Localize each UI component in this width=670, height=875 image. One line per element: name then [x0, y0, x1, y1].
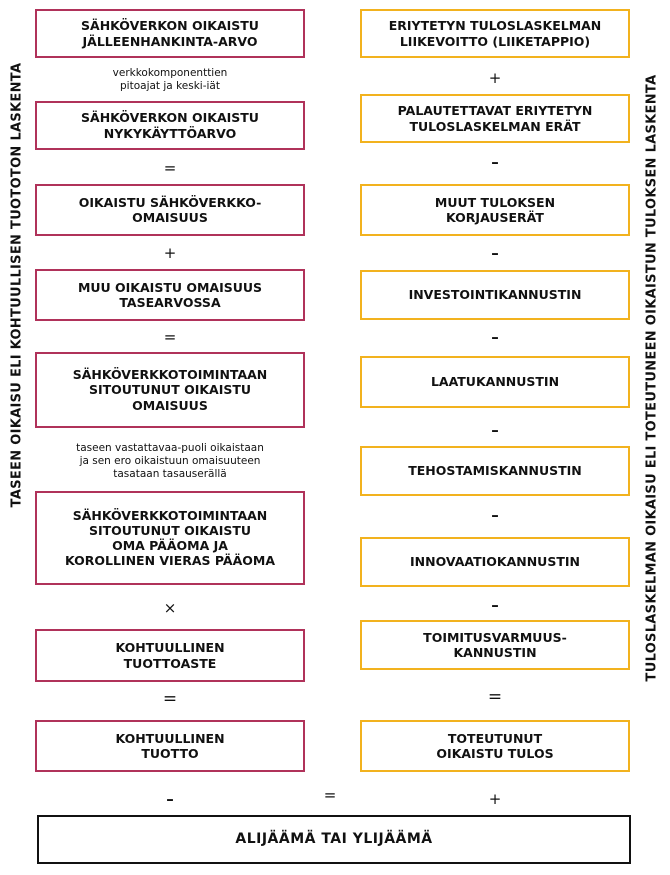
left-operator-3: =: [163, 328, 177, 346]
bottom-middle-operator: =: [323, 786, 337, 804]
bottom-right-operator: +: [488, 790, 502, 808]
right-box-innovation-incentive: INNOVAATIOKANNUSTIN: [360, 537, 630, 587]
right-box-quality-incentive: LAATUKANNUSTIN: [360, 356, 630, 408]
right-box-realized-adjusted-result: TOTEUTUNUT OIKAISTU TULOS: [360, 720, 630, 772]
right-operator-6: –: [491, 506, 499, 524]
left-box-adjusted-network-assets: OIKAISTU SÄHKÖVERKKO- OMAISUUS: [35, 184, 305, 236]
left-operator-1: =: [163, 159, 177, 177]
left-operator-5: =: [162, 689, 178, 709]
left-operator-2: +: [163, 244, 177, 262]
right-operator-4: –: [491, 328, 499, 346]
left-box-reasonable-return: KOHTUULLINEN TUOTTO: [35, 720, 305, 772]
right-box-investment-incentive: INVESTOINTIKANNUSTIN: [360, 270, 630, 320]
result-box-deficit-or-surplus: ALIJÄÄMÄ TAI YLIJÄÄMÄ: [37, 815, 631, 864]
left-operator-4: ×: [163, 599, 177, 617]
right-box-efficiency-incentive: TEHOSTAMISKANNUSTIN: [360, 446, 630, 496]
left-box-replacement-value: SÄHKÖVERKON OIKAISTU JÄLLEENHANKINTA-ARVO: [35, 9, 305, 58]
bottom-left-operator: –: [166, 790, 174, 808]
right-operator-3: –: [491, 244, 499, 262]
left-box-committed-assets: SÄHKÖVERKKOTOIMINTAAN SITOUTUNUT OIKAISTU OMAISUUS: [35, 352, 305, 428]
right-box-other-corrections: MUUT TULOKSEN KORJAUSERÄT: [360, 184, 630, 236]
right-operator-2: –: [491, 153, 499, 171]
left-box-reasonable-return-rate: KOHTUULLINEN TUOTTOASTE: [35, 629, 305, 682]
left-box-current-value: SÄHKÖVERKON OIKAISTU NYKYKÄYTTÖARVO: [35, 101, 305, 150]
left-column-title: TASEEN OIKAISU ELI KOHTUULLISEN TUOTOTON LASKENTA: [9, 62, 25, 508]
right-box-operating-profit: ERIYTETYN TULOSLASKELMAN LIIKEVOITTO (LIIKETAPPIO): [360, 9, 630, 58]
left-box-other-assets: MUU OIKAISTU OMAISUUS TASEARVOSSA: [35, 269, 305, 321]
right-operator-1: +: [488, 69, 502, 87]
right-box-returnable-items: PALAUTETTAVAT ERIYTETYN TULOSLASKELMAN ERÄT: [360, 94, 630, 143]
right-operator-7: –: [491, 596, 499, 614]
note-balance-adjustment: taseen vastattavaa-puoli oikaistaan ja sen ero oikaistuun omaisuuteen tasataan tasauserällä: [76, 442, 264, 481]
right-column-title: TULOSLASKELMAN OIKAISU ELI TOTEUTUNEEN OIKAISTUN TULOKSEN LASKENTA: [644, 74, 660, 682]
note-component-lifetimes: verkkokomponenttien pitoajat ja keski-iät: [112, 67, 228, 93]
left-box-committed-capital: SÄHKÖVERKKOTOIMINTAAN SITOUTUNUT OIKAISTU OMA PÄÄOMA JA KOROLLINEN VIERAS PÄÄOMA: [35, 491, 305, 585]
right-box-supply-security-incentive: TOIMITUSVARMUUS- KANNUSTIN: [360, 620, 630, 670]
right-operator-5: –: [491, 421, 499, 439]
right-operator-8: =: [487, 687, 503, 707]
